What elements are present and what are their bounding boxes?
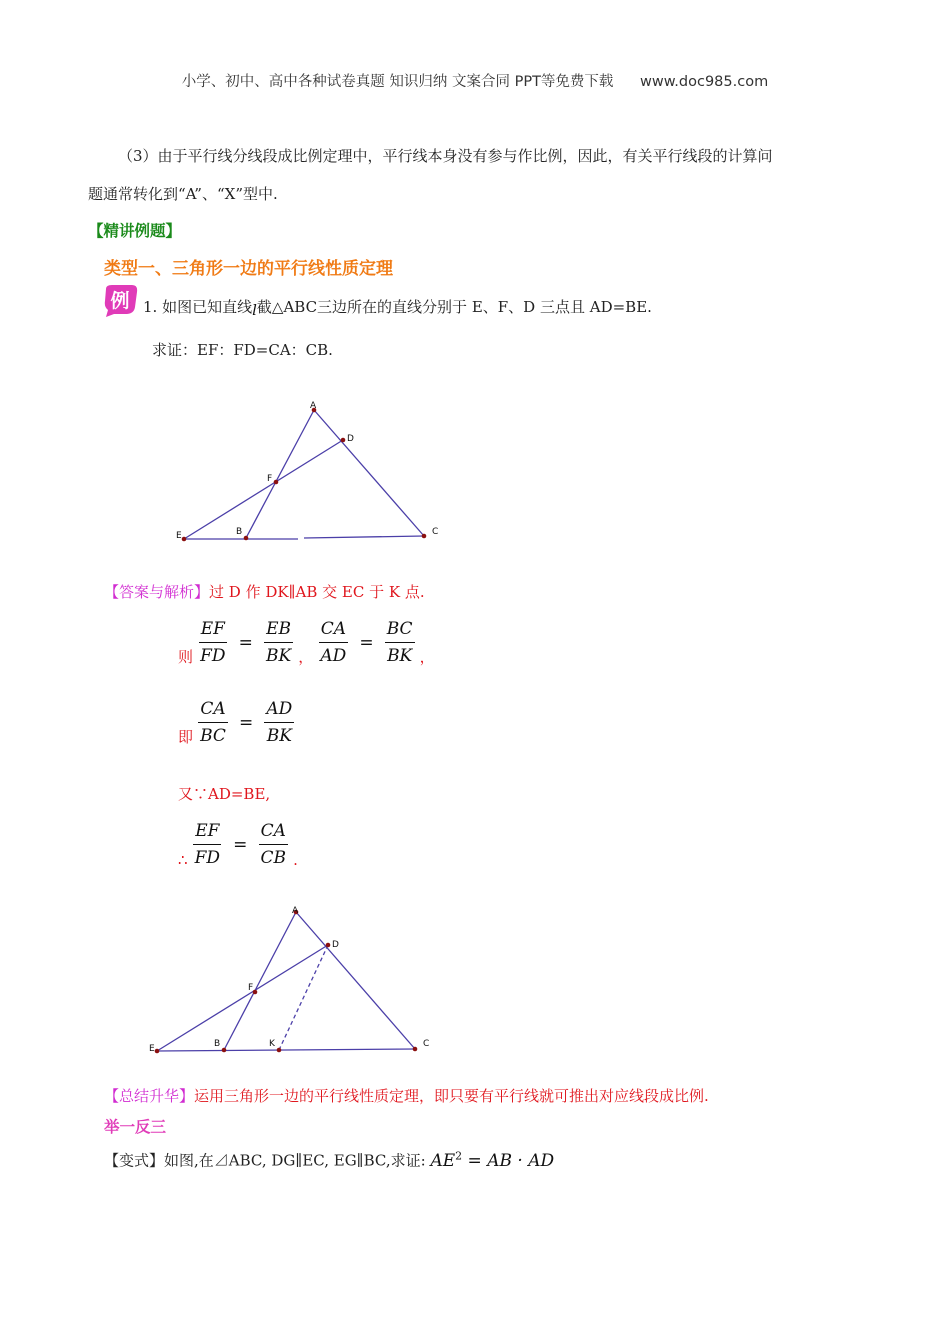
- example-badge-icon: [102, 283, 140, 317]
- fraction-ca-ad: $\frac{CA}{AD}$: [320, 619, 347, 666]
- final-period: .: [293, 851, 298, 869]
- type-title: 类型一、三角形一边的平行线性质定理: [104, 259, 393, 279]
- example-badge: [102, 283, 140, 321]
- equation-row-2: 即 $\frac{CA}{BC}$ = $\frac{AD}{BK}$: [178, 699, 293, 746]
- figure-2: [145, 900, 445, 1060]
- then-word: 则: [178, 648, 194, 666]
- fig2-label-d: D: [332, 940, 339, 950]
- fig1-label-e: E: [176, 531, 182, 541]
- fig1-label-b: B: [236, 527, 243, 537]
- example-text-before: 1. 如图已知直线: [143, 298, 253, 316]
- fraction-ad-bk: $\frac{AD}{BK}$: [266, 699, 293, 746]
- comma-2: ，: [419, 648, 435, 666]
- line-symbol: l: [252, 301, 257, 319]
- equation-row-1: 则 $\frac{EF}{FD}$ = $\frac{EB}{BK}$ ， $\frac{CA}{AD}$ = $\frac{BC}{BK}$ ，: [178, 619, 435, 666]
- fig2-label-k: K: [269, 1039, 275, 1049]
- answer-text: 过 D 作 DK∥AB 交 EC 于 K 点.: [209, 583, 425, 601]
- fig1-label-c: C: [432, 527, 439, 537]
- equation-row-3: ∴ $\frac{EF}{FD}$ = $\frac{CA}{CB}$ .: [178, 821, 298, 869]
- figure-1: [170, 395, 450, 550]
- practice-title: 举一反三: [104, 1118, 167, 1136]
- intro-line-2: 题通常转化到“A”、“X”型中.: [88, 185, 278, 203]
- also-statement: 又∵AD=BE,: [178, 785, 271, 803]
- example-statement: [143, 297, 652, 317]
- fraction-ca-cb: $\frac{CA}{CB}$: [260, 821, 287, 868]
- header-text: 小学、初中、高中各种试卷真题 知识归纳 文案合同 PPT等免费下载: [181, 74, 614, 90]
- answer-tag: 【答案与解析】: [104, 583, 210, 601]
- fig2-label-b: B: [214, 1039, 221, 1049]
- fraction-ef-fd: $\frac{EF}{FD}$: [200, 619, 226, 666]
- summary-text: 运用三角形一边的平行线性质定理，即只要有平行线就可推出对应线段成比例.: [194, 1087, 709, 1105]
- comma-1: ，: [298, 648, 314, 666]
- answer-line: [104, 582, 425, 602]
- fig2-label-a: A: [292, 906, 299, 916]
- fig1-label-d: D: [347, 434, 354, 444]
- intro-line-1: （3）由于平行线分线段成比例定理中，平行线本身没有参与作比例，因此，有关平行线段的计算问: [118, 147, 773, 165]
- summary-tag: 【总结升华】: [104, 1087, 195, 1105]
- fraction-bc-bk: $\frac{BC}{BK}$: [386, 619, 413, 666]
- fig2-label-f: F: [248, 983, 254, 993]
- section-title: 【精讲例题】: [88, 222, 182, 240]
- variant-text: 【变式】如图,在⊿ABC, DG∥EC, EG∥BC,求证:: [104, 1151, 426, 1170]
- therefore-symbol: ∴: [178, 851, 188, 869]
- fig1-label-a: A: [310, 401, 317, 411]
- namely-word: 即: [178, 728, 194, 746]
- variant-line: [104, 1146, 554, 1171]
- example-text-after: 截△ABC三边所在的直线分别于 E、F、D 三点且 AD=BE.: [256, 298, 652, 316]
- page-header: [0, 70, 950, 91]
- summary-line: [104, 1086, 709, 1106]
- fraction-ca-bc: $\frac{CA}{BC}$: [200, 699, 226, 746]
- fig2-label-e: E: [149, 1044, 155, 1054]
- header-site: www.doc985.com: [640, 74, 769, 90]
- prove-statement: 求证：EF：FD=CA：CB.: [152, 341, 333, 359]
- fraction-eb-bk: $\frac{EB}{BK}$: [265, 619, 292, 666]
- fig1-label-f: F: [267, 474, 273, 484]
- variant-formula: $AE^2$ = AB · AD: [430, 1149, 555, 1171]
- fig2-label-c: C: [423, 1039, 430, 1049]
- fraction-ef-fd-final: $\frac{EF}{FD}$: [194, 821, 221, 868]
- badge-text: 例: [110, 290, 130, 312]
